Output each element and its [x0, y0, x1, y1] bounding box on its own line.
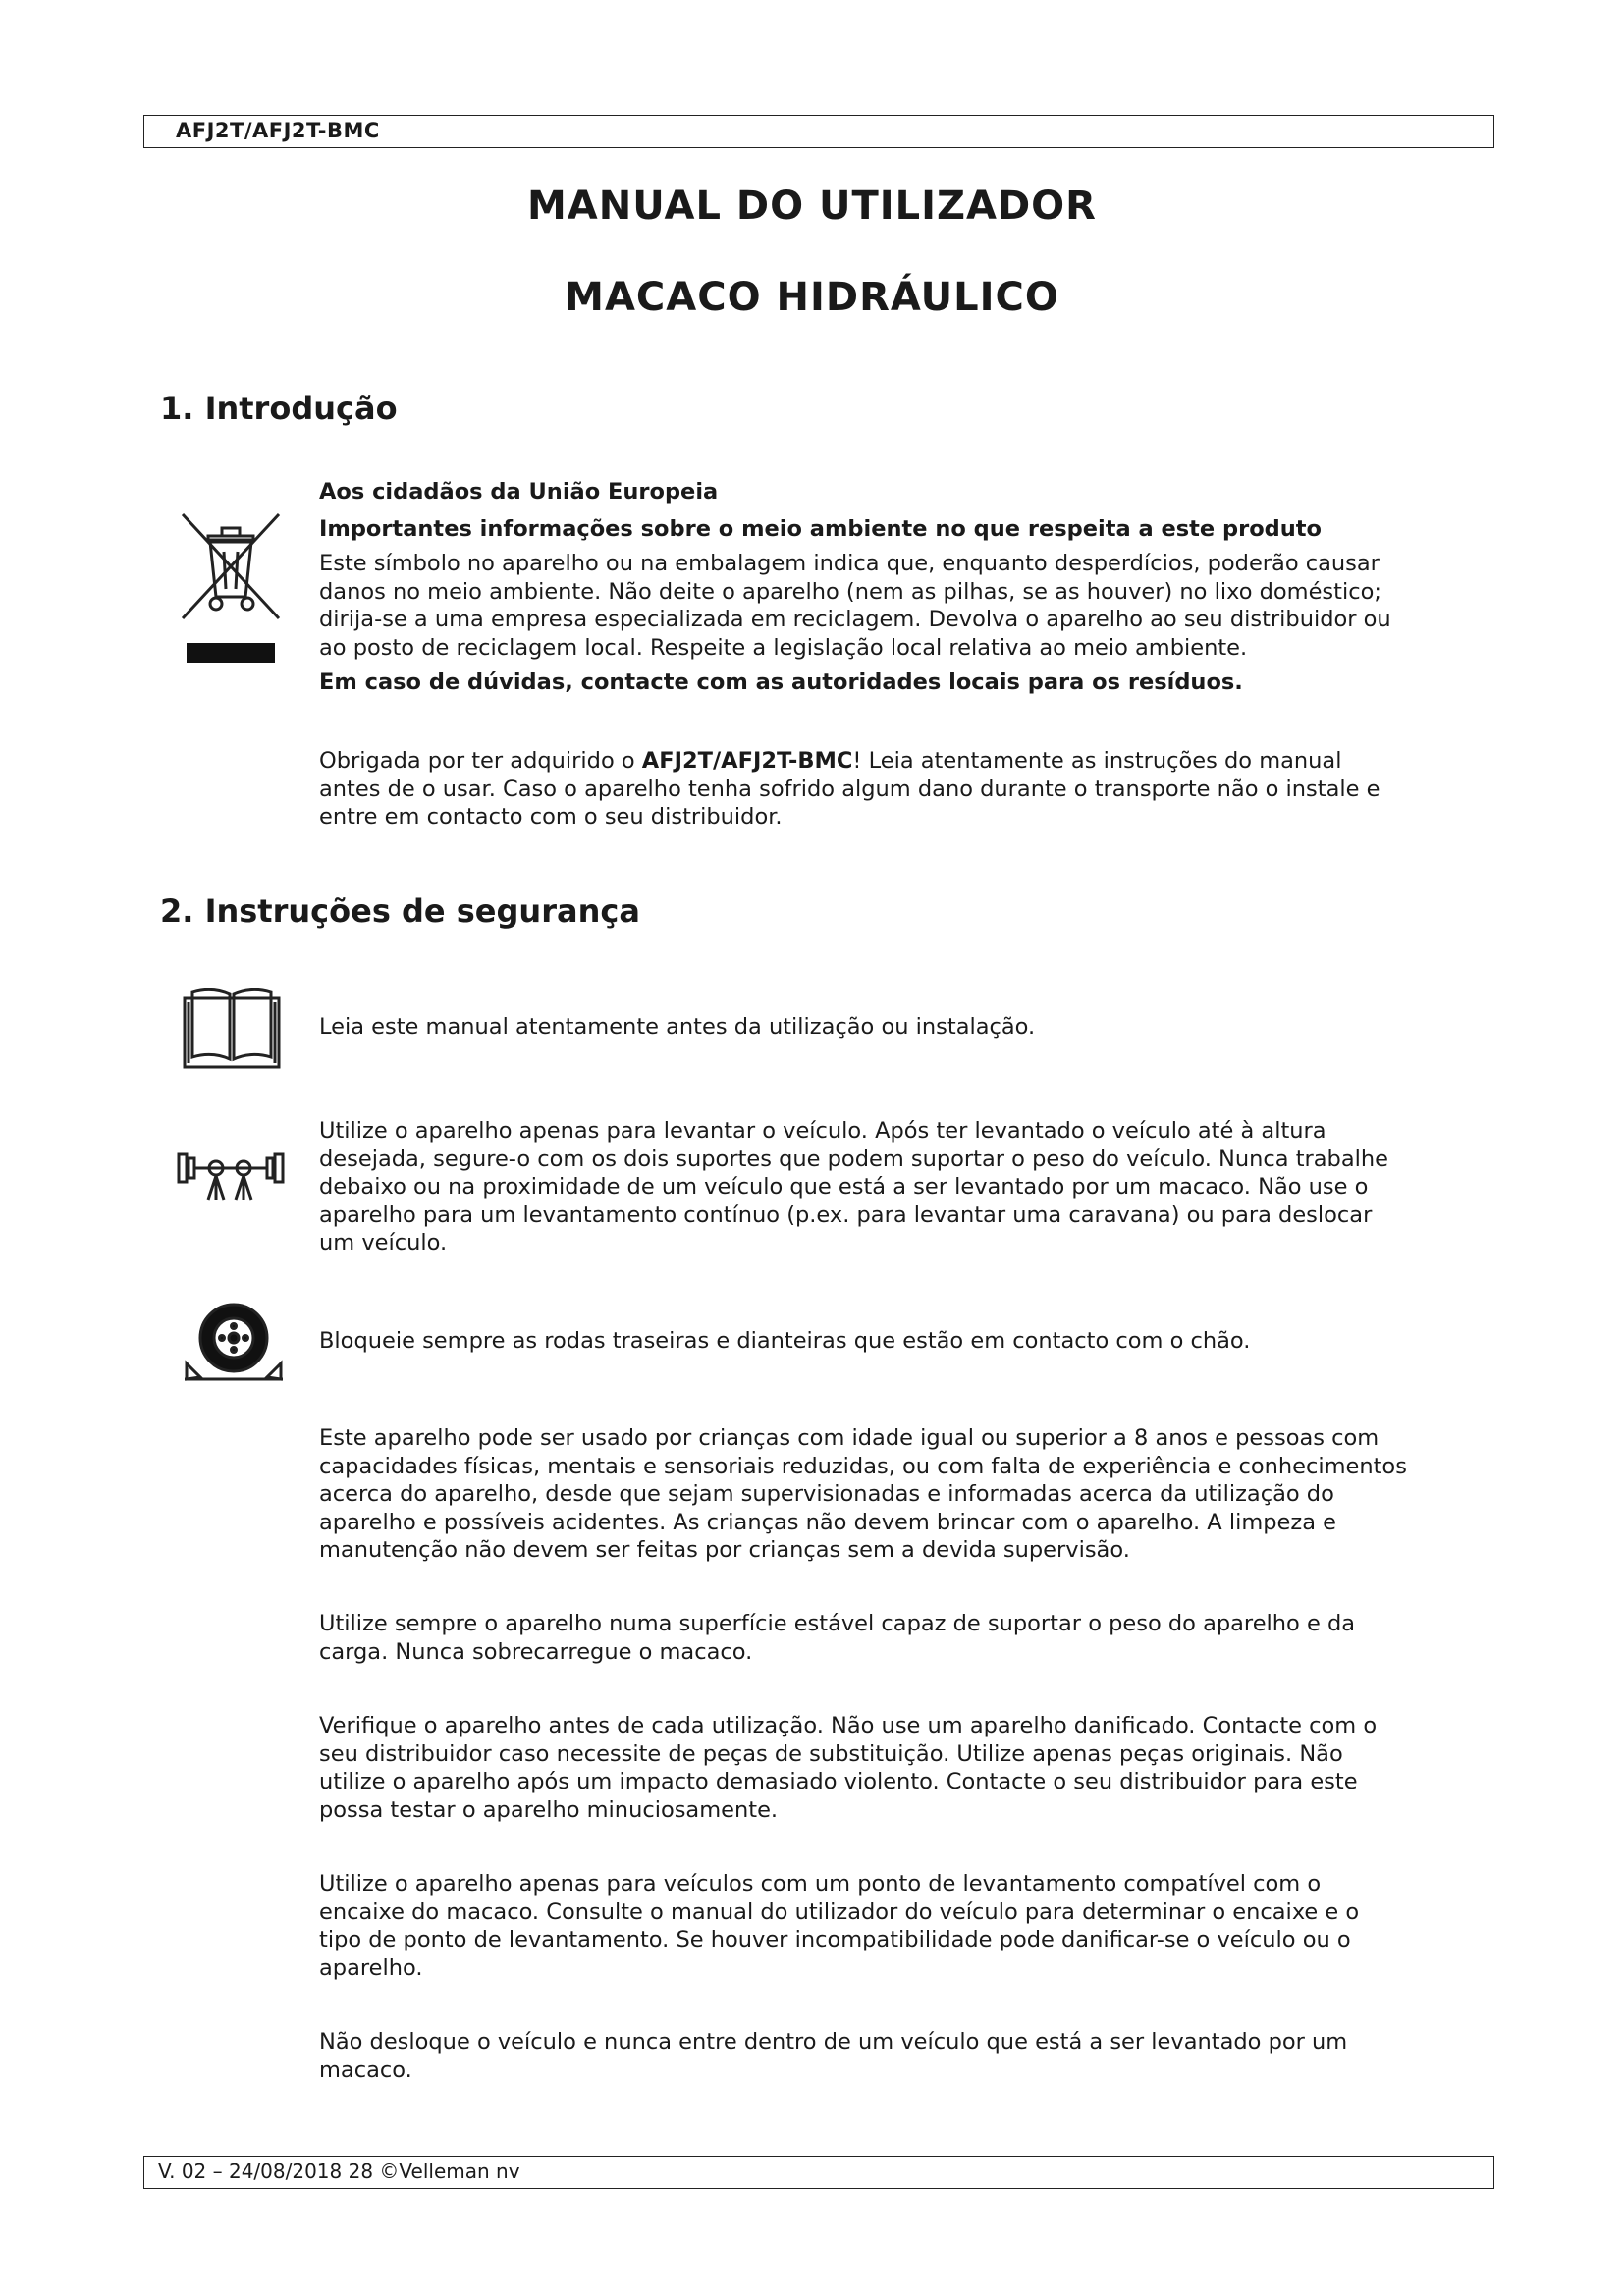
surface-text-line: carga. Nunca sobrecarregue o macaco.: [319, 1638, 753, 1665]
manual-title: MANUAL DO UTILIZADOR: [527, 184, 1097, 229]
safety-lift-block: [319, 1117, 1478, 1257]
safety-compat-block: [319, 1870, 1478, 1982]
surface-text-line: Utilize sempre o aparelho numa superfície estável capaz de suportar o peso do aparelho e da: [319, 1611, 1356, 1636]
read-manual-text: Leia este manual atentamente antes da utilização ou instalação.: [319, 1014, 1036, 1040]
compat-text-line: Utilize o aparelho apenas para veículos com um ponto de levantamento compatível com o: [319, 1871, 1322, 1896]
children-text-line: acerca do aparelho, desde que sejam supervisionadas e informadas acerca da utilização do: [319, 1481, 1334, 1507]
children-text-line: capacidades físicas, mentais e sensoriais reduzidas, ou com falta de experiência e conhecimentos: [319, 1453, 1407, 1479]
lift-text-line: desejada, segure-o com os dois suportes que podem suportar o peso do veículo. Nunca trabalhe: [319, 1146, 1388, 1172]
axle-stands-icon: [177, 1150, 285, 1209]
compat-text-line: encaixe do macaco. Consulte o manual do utilizador do veículo para determinar o encaixe e o: [319, 1898, 1360, 1925]
thanks-prefix: Obrigada por ter adquirido o: [319, 748, 642, 774]
thanks-line: entre em contacto com o seu distribuidor.: [319, 804, 783, 829]
header-box: [143, 115, 1494, 148]
check-text-line: possa testar o aparelho minuciosamente.: [319, 1796, 779, 1823]
lift-text-line: um veículo.: [319, 1230, 448, 1255]
thanks-line: antes de o usar. Caso o aparelho tenha sofrido algum dano durante o transporte não o instale e: [319, 775, 1380, 802]
env-text-line: ao posto de reciclagem local. Respeite a legislação local relativa ao meio ambiente.: [319, 634, 1248, 661]
safety-move-block: [319, 2028, 1478, 2084]
wheels-text: Bloqueie sempre as rodas traseiras e dianteiras que estão em contacto com o chão.: [319, 1328, 1251, 1354]
header-model: AFJ2T/AFJ2T-BMC: [176, 119, 380, 142]
env-info-title: Importantes informações sobre o meio ambiente no que respeita a este produto: [319, 515, 1323, 542]
lift-text-line: Utilize o aparelho apenas para levantar o veículo. Após ter levantado o veículo até à altura: [319, 1118, 1326, 1144]
move-text-line: Não desloque o veículo e nunca entre dentro de um veículo que está a ser levantado por um: [319, 2029, 1348, 2055]
intro-thanks-block: [319, 747, 1478, 831]
read-manual-icon: [183, 985, 281, 1069]
safety-check-block: [319, 1712, 1478, 1824]
intro-env-block: [319, 478, 1478, 697]
env-text-line: dirija-se a uma empresa especializada em reciclagem. Devolva o aparelho ao seu distribuidor ou: [319, 607, 1391, 632]
footer-box: [143, 2156, 1494, 2189]
wheel-chock-icon: [185, 1299, 283, 1381]
safety-surface-block: [319, 1610, 1478, 1666]
weee-bin-icon: [177, 510, 285, 667]
check-text-line: Verifique o aparelho antes de cada utilização. Não use um aparelho danificado. Contacte com o: [319, 1713, 1378, 1738]
check-text-line: utilize o aparelho após um impacto demasiado violento. Contacte o seu distribuidor para este: [319, 1769, 1358, 1794]
eu-citizens-title: Aos cidadãos da União Europeia: [319, 479, 719, 505]
section-heading-safety: 2. Instruções de segurança: [160, 892, 640, 930]
lift-text-line: debaixo ou na proximidade de um veículo que está a ser levantado por um macaco. Não use o: [319, 1174, 1369, 1200]
safety-children-block: [319, 1424, 1478, 1565]
compat-text-line: aparelho.: [319, 1954, 423, 1981]
doubts-notice: Em caso de dúvidas, contacte com as autoridades locais para os resíduos.: [319, 669, 1243, 695]
safety-read-manual-block: [319, 1013, 1478, 1041]
env-text-line: Este símbolo no aparelho ou na embalagem indica que, enquanto desperdícios, poderão causar: [319, 551, 1380, 576]
thanks-model: AFJ2T/AFJ2T-BMC: [641, 748, 853, 774]
children-text-line: manutenção não devem ser feitas por crianças sem a devida supervisão.: [319, 1537, 1130, 1563]
env-text-line: danos no meio ambiente. Não deite o aparelho (nem as pilhas, se as houver) no lixo doméstico;: [319, 578, 1381, 605]
safety-wheels-block: [319, 1327, 1478, 1356]
children-text-line: aparelho e possíveis acidentes. As crianças não devem brincar com o aparelho. A limpeza e: [319, 1509, 1336, 1535]
check-text-line: seu distribuidor caso necessite de peças de substituição. Utilize apenas peças originais. Não: [319, 1740, 1343, 1767]
thanks-line: [319, 747, 1478, 775]
footer-text: V. 02 – 24/08/2018 28 ©Velleman nv: [158, 2160, 520, 2183]
thanks-suffix: ! Leia atentamente as instruções do manual: [852, 748, 1342, 774]
lift-text-line: aparelho para um levantamento contínuo (p.ex. para levantar uma caravana) ou para deslocar: [319, 1201, 1373, 1228]
section-heading-intro: 1. Introdução: [160, 390, 398, 427]
move-text-line: macaco.: [319, 2056, 412, 2083]
children-text-line: Este aparelho pode ser usado por crianças com idade igual ou superior a 8 anos e pessoas com: [319, 1425, 1380, 1451]
compat-text-line: tipo de ponto de levantamento. Se houver incompatibilidade pode danificar-se o veículo ou o: [319, 1927, 1351, 1952]
product-title: MACACO HIDRÁULICO: [565, 275, 1059, 320]
